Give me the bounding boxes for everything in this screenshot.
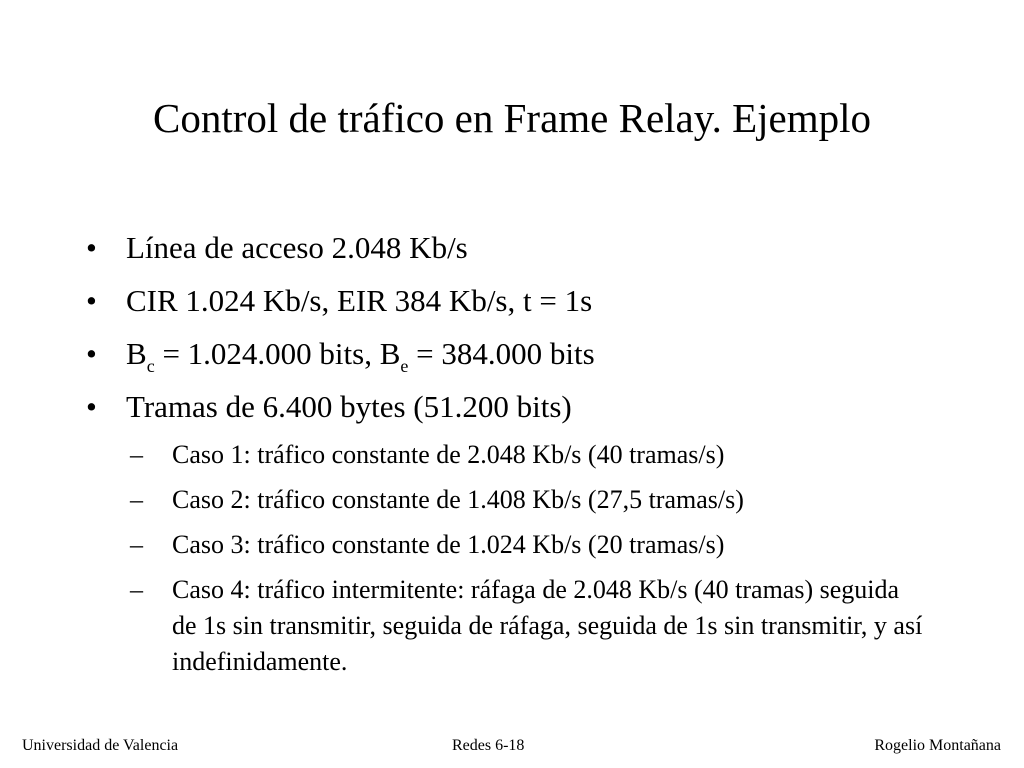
sub-bullet-text: Caso 1: tráfico constante de 2.048 Kb/s (40 tramas/s) <box>172 440 725 469</box>
footer-university: Universidad de Valencia <box>22 737 179 754</box>
sub-bullet-marker: – <box>130 440 143 469</box>
bullet-item <box>86 336 595 376</box>
sub-bullet-item <box>130 437 930 473</box>
bc-prefix: B <box>126 336 147 371</box>
bullet-item <box>86 283 592 319</box>
slide-title: Control de tráfico en Frame Relay. Ejemplo <box>152 95 872 141</box>
bullet-marker: • <box>86 336 97 371</box>
sub-bullet-item <box>130 482 930 518</box>
bullet-text: Tramas de 6.400 bytes (51.200 bits) <box>126 389 572 424</box>
bullet-text <box>126 336 595 376</box>
bullet-marker: • <box>86 230 97 265</box>
bc-subscript: c <box>146 356 155 376</box>
bc-middle: = 1.024.000 bits, B <box>154 336 401 371</box>
be-suffix: = 384.000 bits <box>408 336 595 371</box>
sub-bullet-item <box>130 572 930 680</box>
bullet-marker: • <box>86 389 97 424</box>
sub-bullet-marker: – <box>130 530 143 559</box>
sub-bullet-text: Caso 3: tráfico constante de 1.024 Kb/s (20 tramas/s) <box>172 530 725 559</box>
bullet-item <box>86 230 468 266</box>
sub-bullet-marker: – <box>130 575 143 604</box>
bullet-text: CIR 1.024 Kb/s, EIR 384 Kb/s, t = 1s <box>126 283 593 318</box>
sub-bullet-text: Caso 4: tráfico intermitente: ráfaga de 2.048 Kb/s (40 tramas) seguida de 1s sin transmitir, seguida de ráfaga, seguida de 1s sin transmitir, y así indefinidamente. <box>172 575 923 676</box>
bullet-item <box>86 389 572 425</box>
bullet-text: Línea de acceso 2.048 Kb/s <box>126 230 468 265</box>
be-subscript: e <box>400 356 409 376</box>
sub-bullet-item <box>130 527 930 563</box>
footer-author: Rogelio Montañana <box>874 737 1001 754</box>
footer-page-number: Redes 6-18 <box>452 737 525 754</box>
sub-bullet-marker: – <box>130 485 143 514</box>
sub-bullet-text: Caso 2: tráfico constante de 1.408 Kb/s (27,5 tramas/s) <box>172 485 744 514</box>
bullet-marker: • <box>86 283 97 318</box>
